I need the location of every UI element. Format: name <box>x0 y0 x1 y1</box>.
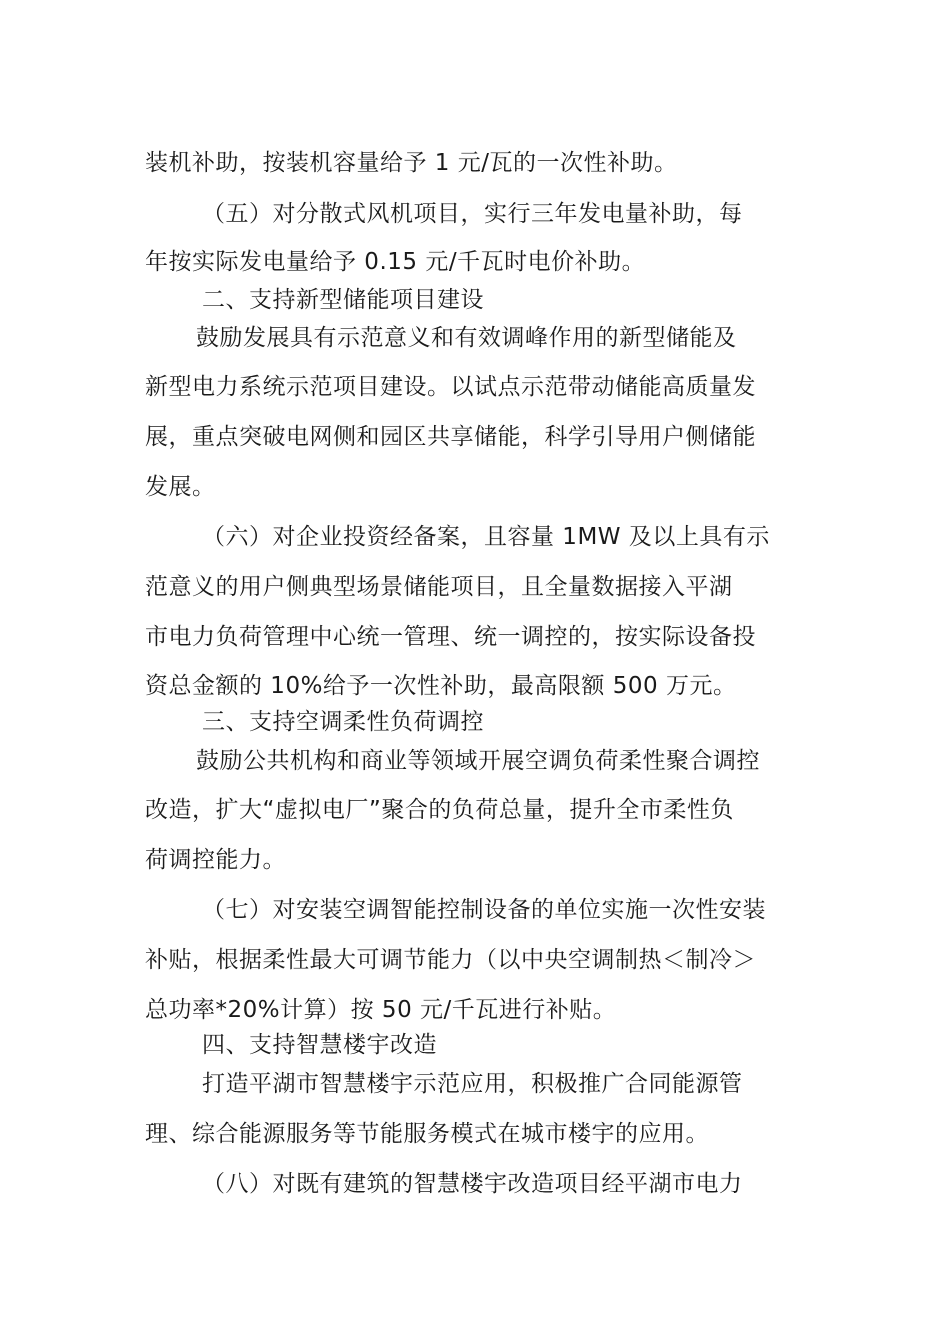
text-line: 市电力负荷管理中心统一管理、统一调控的，按实际设备投 <box>145 624 756 650</box>
text-line: （六）对企业投资经备案，且容量 1MW 及以上具有示 <box>202 524 770 550</box>
text-line: 打造平湖市智慧楼宇示范应用，积极推广合同能源管 <box>202 1071 743 1097</box>
text-line: 新型电力系统示范项目建设。以试点示范带动储能高质量发 <box>145 374 756 400</box>
text-line: （五）对分散式风机项目，实行三年发电量补助，每 <box>202 201 743 227</box>
text-line: 改造，扩大“虚拟电厂”聚合的负荷总量，提升全市柔性负 <box>145 797 734 823</box>
text-line: 鼓励发展具有示范意义和有效调峰作用的新型储能及 <box>196 325 737 351</box>
text-line: 发展。 <box>145 474 216 500</box>
text-line: 装机补助，按装机容量给予 1 元/瓦的一次性补助。 <box>145 150 678 176</box>
text-line: 范意义的用户侧典型场景储能项目，且全量数据接入平湖 <box>145 574 733 600</box>
text-line: 总功率*20%计算）按 50 元/千瓦进行补贴。 <box>145 997 617 1023</box>
section-heading: 四、支持智慧楼宇改造 <box>202 1032 437 1058</box>
section-heading: 三、支持空调柔性负荷调控 <box>202 709 484 735</box>
text-line: 荷调控能力。 <box>145 847 286 873</box>
text-line: 展，重点突破电网侧和园区共享储能，科学引导用户侧储能 <box>145 424 756 450</box>
text-line: 资总金额的 10%给予一次性补助，最高限额 500 万元。 <box>145 673 737 699</box>
text-line: 鼓励公共机构和商业等领域开展空调负荷柔性聚合调控 <box>196 748 760 774</box>
text-line: （八）对既有建筑的智慧楼宇改造项目经平湖市电力 <box>202 1171 743 1197</box>
text-line: 理、综合能源服务等节能服务模式在城市楼宇的应用。 <box>145 1121 709 1147</box>
section-heading: 二、支持新型储能项目建设 <box>202 287 484 313</box>
text-line: 补贴，根据柔性最大可调节能力（以中央空调制热＜制冷＞ <box>145 947 756 973</box>
text-line: （七）对安装空调智能控制设备的单位实施一次性安装 <box>202 897 766 923</box>
text-line: 年按实际发电量给予 0.15 元/千瓦时电价补助。 <box>145 249 646 275</box>
